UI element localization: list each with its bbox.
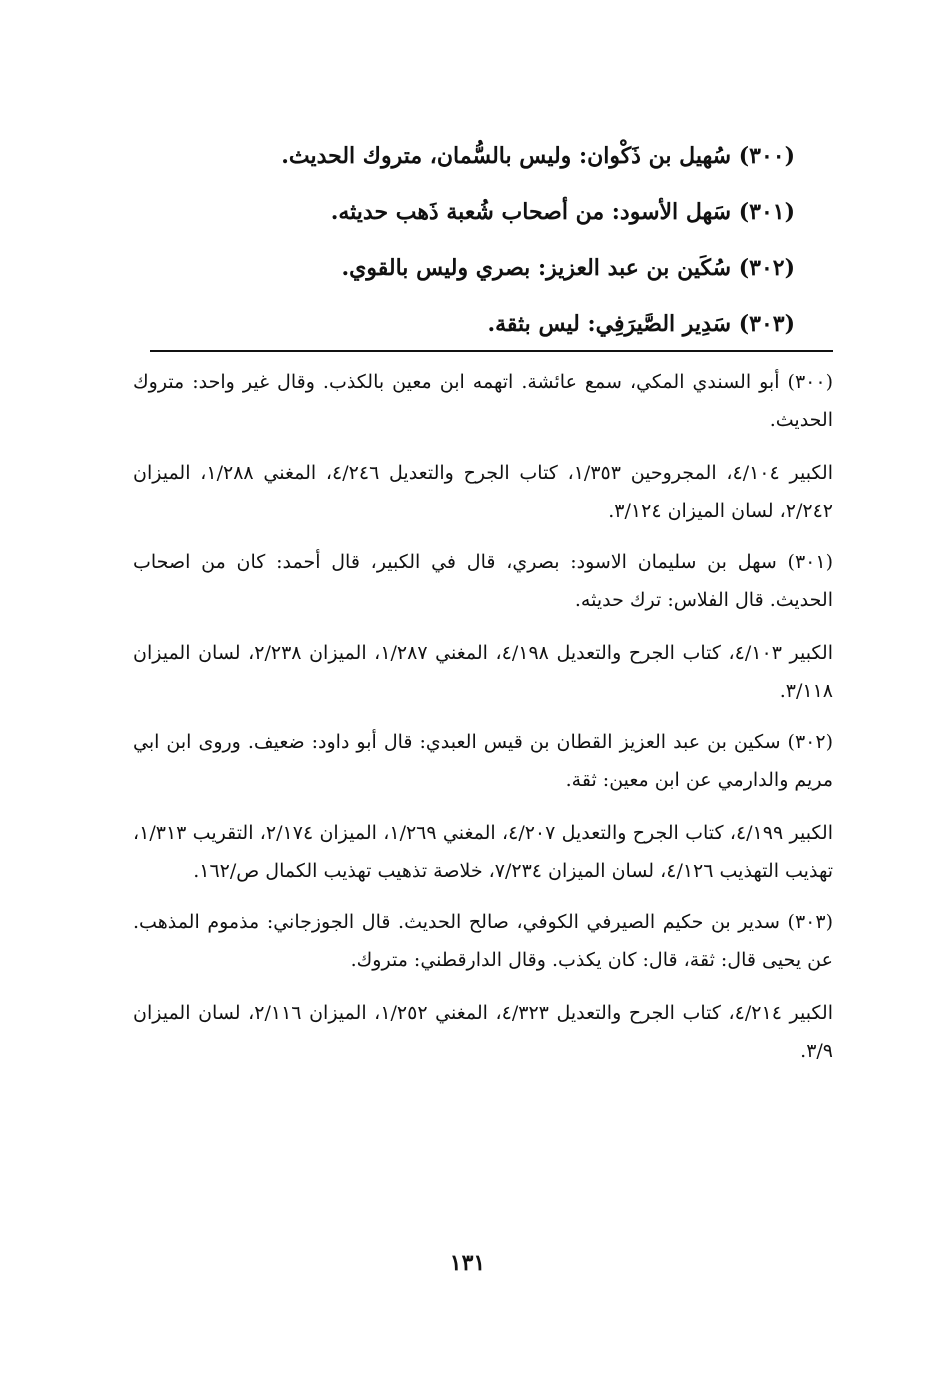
footnote-302: (٣٠٢) سكين بن عبد العزيز القطان بن قيس العبدي: قال أبو داود: ضعيف. وروى ابن ابي مريم والدارمي عن ابن معين: ثقة.: [133, 731, 833, 791]
footnote-300-references: الكبير ٤/١٠٤، المجروحين ١/٣٥٣، كتاب الجرح والتعديل ٤/٢٤٦، المغني ١/٢٨٨، الميزان ٢/٢٤٢، لسان الميزان ٣/١٢٤.: [133, 462, 833, 522]
footnote-300: (٣٠٠) أبو السندي المكي، سمع عائشة. اتهمه ابن معين بالكذب. وقال غير واحد: متروك الحديث.: [133, 371, 833, 431]
entry-301: (٣٠١) سَهل الأسود: من أصحاب شُعبة ذَهب حديثه.: [330, 199, 795, 225]
entry-300: (٣٠٠) سُهيل بن ذَكْوان: وليس بالسُّمان، متروك الحديث.: [281, 143, 795, 169]
entry-303: (٣٠٣) سَدِير الصَّيرَفِي: ليس بثقة.: [487, 311, 795, 337]
entry-302: (٣٠٢) سُكَين بن عبد العزيز: بصري وليس بالقوي.: [341, 255, 795, 281]
footnote-301: (٣٠١) سهل بن سليمان الاسود: بصري، قال في الكبير، قال أحمد: كان من اصحاب الحديث. قال الفلاس: ترك حديثه.: [133, 551, 833, 611]
footnote-divider: [150, 350, 833, 352]
footnote-301-references: الكبير ٤/١٠٣، كتاب الجرح والتعديل ٤/١٩٨، المغني ١/٢٨٧، الميزان ٢/٢٣٨، لسان الميزان ٣/١١٨.: [133, 642, 833, 702]
footnote-303: (٣٠٣) سدير بن حكيم الصيرفي الكوفي، صالح الحديث. قال الجوزجاني: مذموم المذهب. عن يحيى قال: ثقة، قال: كان يكذب. وقال الدارقطني: متروك.: [133, 911, 833, 971]
footnotes: [133, 363, 833, 1083]
main-entries: [235, 128, 795, 352]
footnote-303-references: الكبير ٤/٢١٤، كتاب الجرح والتعديل ٤/٣٢٣، المغني ١/٢٥٢، الميزان ٢/١١٦، لسان الميزان ٣/٩.: [133, 1002, 833, 1062]
page-number: ١٣١: [449, 1250, 486, 1276]
footnote-302-references: الكبير ٤/١٩٩، كتاب الجرح والتعديل ٤/٢٠٧، المغني ١/٢٦٩، الميزان ٢/١٧٤، التقريب ١/٣١٣، تهذيب التهذيب ٤/١٢٦، لسان الميزان ٧/٢٣٤، خلاصة تذهيب تهذيب الكمال ص/١٦٢.: [133, 822, 833, 882]
